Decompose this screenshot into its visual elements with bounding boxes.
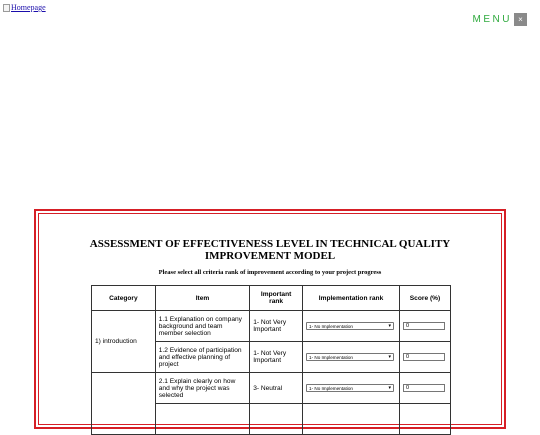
table-header-row: [92, 286, 451, 311]
important-rank-cell: 3- Neutral: [250, 373, 303, 404]
assessment-frame-inner: [38, 213, 502, 425]
assessment-table: [91, 285, 451, 435]
chevron-down-icon: ▾: [388, 323, 392, 329]
select-value: 1- No Implementation: [309, 323, 353, 329]
chevron-down-icon: ▾: [388, 385, 392, 391]
column-header-item: Item: [155, 286, 249, 311]
instruction-text: Please select all criteria rank of improvement according to your project progress: [158, 269, 382, 276]
close-icon[interactable]: ×: [514, 13, 527, 26]
implementation-rank-cell: [303, 373, 400, 404]
category-cell: 1) introduction: [92, 311, 156, 373]
implementation-rank-select[interactable]: [306, 353, 394, 361]
menu-toggle[interactable]: [473, 13, 527, 26]
score-cell: [399, 311, 450, 342]
implementation-rank-select[interactable]: [306, 322, 394, 330]
implementation-rank-cell: [303, 311, 400, 342]
score-cell: [399, 373, 450, 404]
broken-image-icon: [3, 4, 10, 12]
table-row: [92, 311, 451, 342]
score-input[interactable]: 0: [403, 322, 445, 330]
implementation-rank-cell: [303, 342, 400, 373]
implementation-rank-cell: [303, 404, 400, 435]
score-input[interactable]: 0: [403, 353, 445, 361]
column-header-category: Category: [92, 286, 156, 311]
column-header-implementation-rank: Implementation rank: [303, 286, 400, 311]
page-title: ASSESSMENT OF EFFECTIVENESS LEVEL IN TECHNICAL QUALITY IMPROVEMENT MODEL: [89, 238, 451, 262]
score-cell: [399, 342, 450, 373]
table-row: [92, 373, 451, 404]
category-cell: [92, 373, 156, 435]
item-cell: [155, 404, 249, 435]
important-rank-cell: 1- Not Very Important: [250, 311, 303, 342]
item-cell: 1.1 Explanation on company background and team member selection: [155, 311, 249, 342]
logo-alt-text: Homepage: [11, 3, 46, 12]
assessment-frame: [34, 209, 506, 429]
implementation-rank-select[interactable]: [306, 384, 394, 392]
score-input[interactable]: 0: [403, 384, 445, 392]
homepage-logo-link[interactable]: [3, 3, 46, 12]
important-rank-cell: 1- Not Very Important: [250, 342, 303, 373]
score-cell: [399, 404, 450, 435]
important-rank-cell: [250, 404, 303, 435]
menu-label[interactable]: MENU: [472, 14, 512, 25]
select-value: 1- No Implementation: [309, 354, 353, 360]
column-header-important-rank: Important rank: [250, 286, 303, 311]
select-value: 1- No Implementation: [309, 385, 353, 391]
column-header-score: Score (%): [399, 286, 450, 311]
item-cell: 2.1 Explain clearly on how and why the project was selected: [155, 373, 249, 404]
chevron-down-icon: ▾: [388, 354, 392, 360]
item-cell: 1.2 Evidence of participation and effective planning of project: [155, 342, 249, 373]
